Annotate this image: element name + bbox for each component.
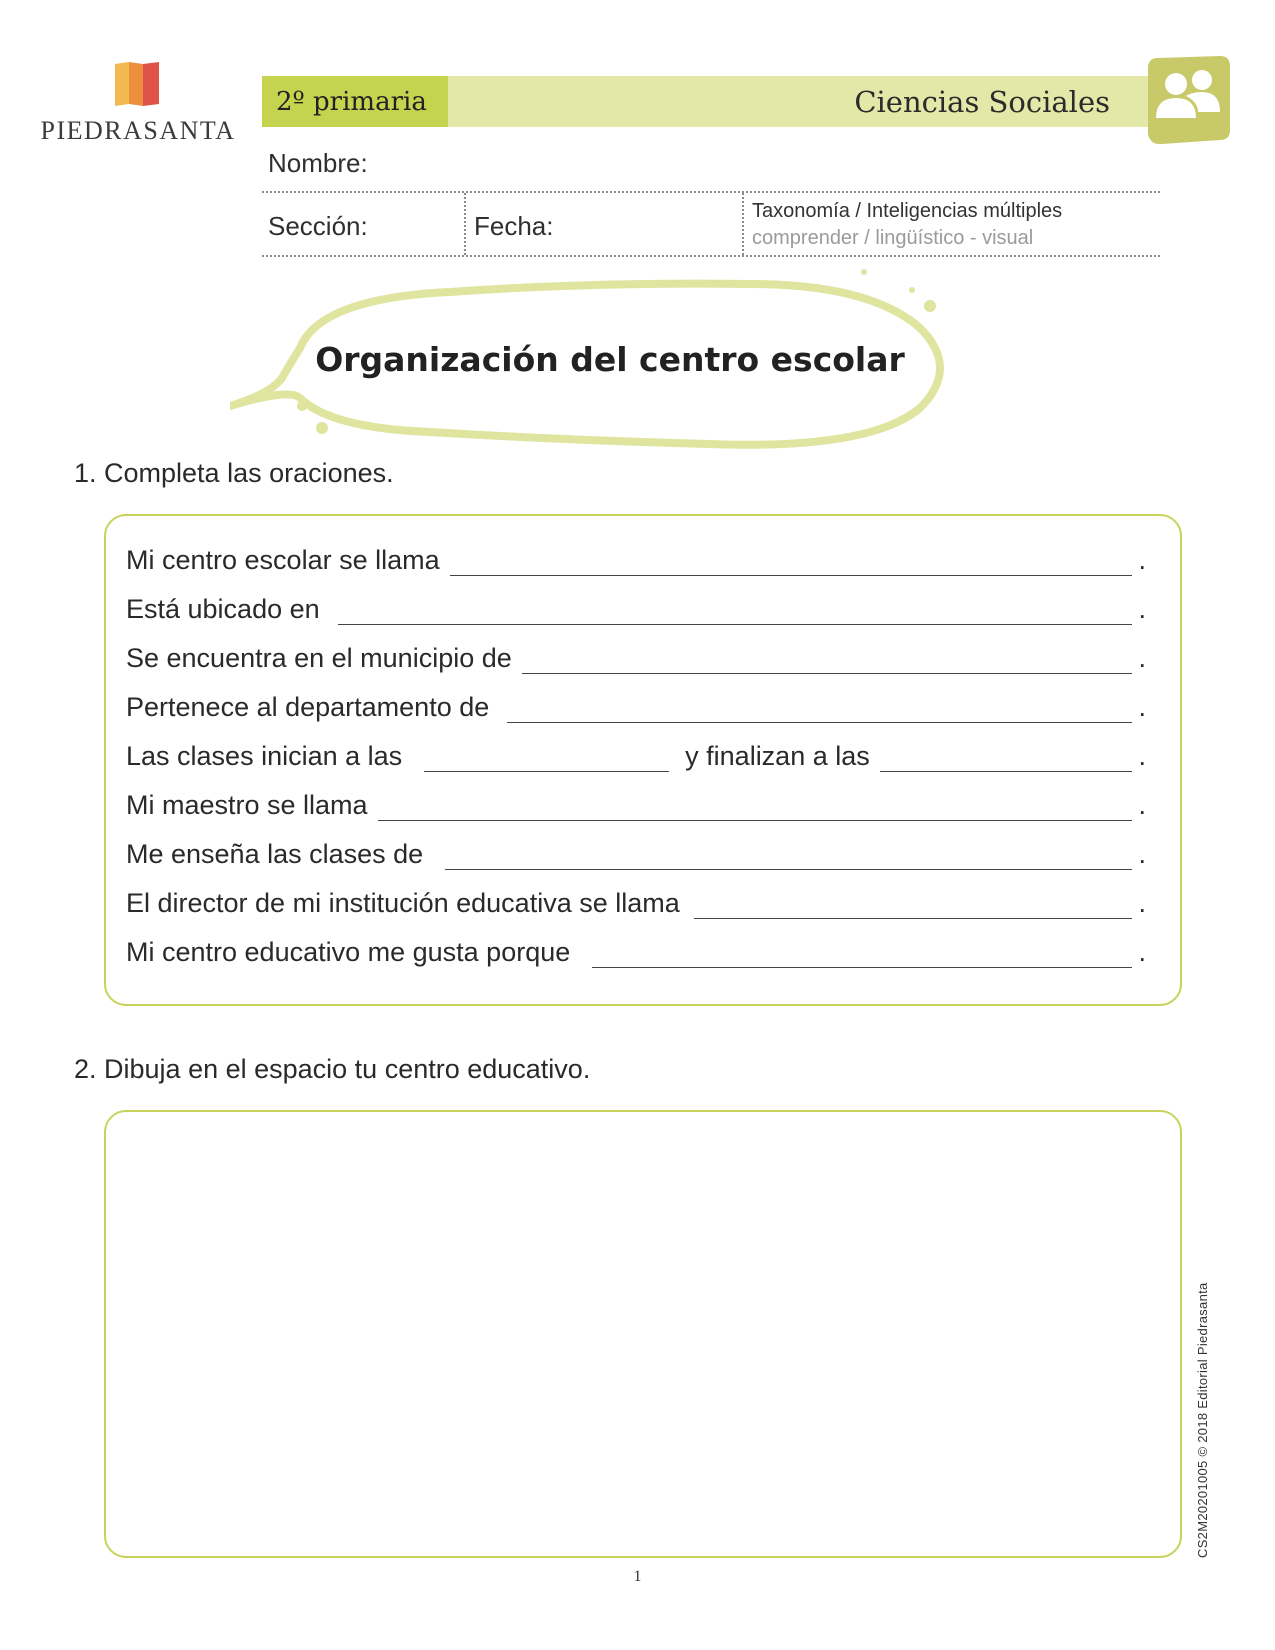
divider [742,193,744,255]
question-2-prompt: 2. Dibuja en el espacio tu centro educativo. [74,1054,591,1084]
answer-blank[interactable] [445,845,1132,870]
period: . [1138,937,1146,967]
people-icon [1142,54,1232,146]
sentence-label: Está ubicado en [126,594,320,624]
list-item [126,934,1146,968]
period: . [1138,790,1146,820]
page-title: Organización del centro escolar [315,340,905,379]
taxonomy-title: Taxonomía / Inteligencias múltiples [752,200,1063,222]
answer-blank[interactable] [450,551,1133,576]
list-item [126,885,1146,919]
page-number: 1 [633,1568,642,1585]
period: . [1138,888,1146,918]
seccion-label: Sección: [268,211,368,241]
logo-text: PIEDRASANTA [40,116,236,145]
period: . [1138,643,1146,673]
sentence-label: y finalizan a las [685,741,870,771]
sentence-label: Mi centro escolar se llama [126,545,440,575]
sentence-label: El director de mi institución educativa se llama [126,888,680,918]
answer-blank[interactable] [338,600,1133,625]
list-item [126,836,1146,870]
period: . [1138,594,1146,624]
answer-blank[interactable] [522,649,1133,674]
list-item [126,640,1146,674]
divider [262,191,1160,193]
sentence-label: Mi centro educativo me gusta porque [126,937,571,967]
period: . [1138,839,1146,869]
list-item [126,542,1146,576]
subject-label: Ciencias Sociales [854,84,1110,119]
answer-blank[interactable] [507,698,1132,723]
answer-blank[interactable] [592,943,1132,968]
list-item [126,787,1146,821]
period: . [1138,545,1146,575]
list-item [126,591,1146,625]
sentence-label: Se encuentra en el municipio de [126,643,512,673]
answer-blank[interactable] [694,894,1133,919]
publisher-logo [38,60,238,150]
divider [464,193,466,255]
grade-label: 2º primaria [262,76,448,127]
document-code: CS2M20201005 © 2018 Editorial Piedrasanta [1195,1282,1210,1558]
answer-blank[interactable] [424,747,669,772]
sentence-label: Me enseña las clases de [126,839,424,869]
divider [262,255,1160,257]
period: . [1138,692,1146,722]
answer-blank[interactable] [378,796,1133,821]
fecha-label: Fecha: [474,211,554,241]
sentence-label: Pertenece al departamento de [126,692,490,722]
period: . [1138,741,1146,771]
question-1-prompt: 1. Completa las oraciones. [74,458,394,488]
question-1-box [104,514,1182,1006]
taxonomy-subtitle: comprender / lingüístico - visual [752,227,1034,249]
sentence-label: Mi maestro se llama [126,790,368,820]
list-item [126,689,1146,723]
book-logo-icon [113,60,163,108]
sentence-label: Las clases inician a las [126,741,403,771]
answer-blank[interactable] [880,747,1133,772]
nombre-label: Nombre: [268,148,368,178]
drawing-area[interactable] [104,1110,1182,1558]
list-item [126,738,1146,772]
